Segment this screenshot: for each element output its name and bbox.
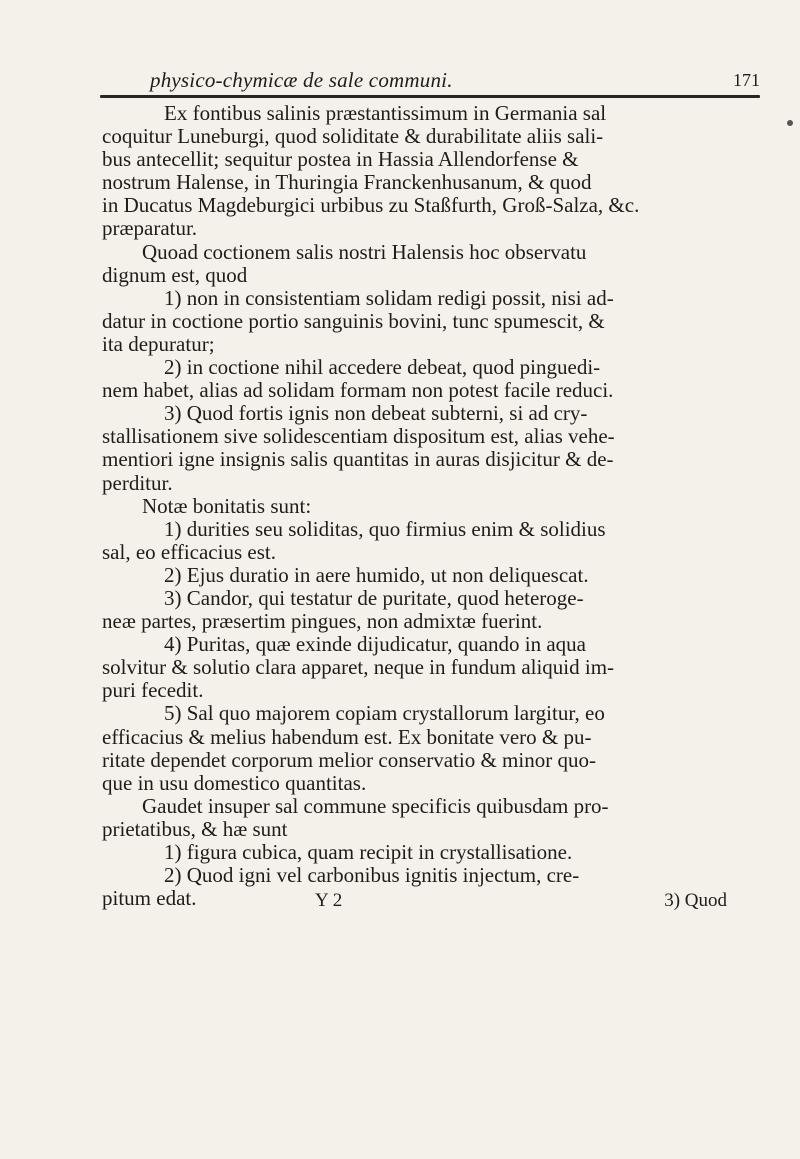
text-line: præparatur. — [102, 216, 198, 241]
text-line: mentiori igne insignis salis quantitas in auras disjicitur & de- — [102, 447, 614, 472]
text-line: pitum edat. — [102, 886, 197, 911]
text-line: stallisationem sive solidescentiam dispositum est, alias vehe- — [102, 424, 615, 449]
text-line: 1) durities seu soliditas, quo firmius enim & solidius — [164, 516, 606, 541]
text-line: Notæ bonitatis sunt: — [142, 493, 312, 518]
text-line: nostrum Halense, in Thuringia Franckenhusanum, & quod — [102, 170, 592, 195]
text-line: dignum est, quod — [102, 262, 248, 287]
text-line: sal, eo efficacius est. — [102, 539, 276, 564]
page-number: 171 — [733, 70, 760, 90]
header-rule — [100, 95, 760, 98]
text-line: 5) Sal quo majorem copiam crystallorum largitur, eo — [164, 701, 605, 726]
text-line: 3) Candor, qui testatur de puritate, quod heteroge- — [164, 585, 584, 610]
margin-mark — [787, 120, 793, 126]
running-head-title: physico-chymicæ de sale communi. — [150, 68, 453, 92]
text-line: Ex fontibus salinis præstantissimum in Germania sal — [164, 101, 607, 125]
text-line: solvitur & solutio clara apparet, neque in fundum aliquid im- — [102, 655, 615, 680]
body-text — [102, 101, 755, 912]
text-line: perditur. — [102, 470, 173, 495]
text-line: Gaudet insuper sal commune specificis quibusdam pro- — [142, 793, 609, 818]
text-line: efficacius & melius habendum est. Ex bonitate vero & pu- — [102, 724, 592, 749]
text-line: Quoad coctionem salis nostri Halensis hoc observatu — [142, 239, 587, 264]
text-line: prietatibus, & hæ sunt — [102, 816, 288, 841]
text-line: bus antecellit; sequitur postea in Hassia Allendorfense & — [102, 147, 579, 172]
text-line: que in usu domestico quantitas. — [102, 770, 367, 795]
running-head — [100, 68, 760, 98]
text-line: ritate dependet corporum melior conservatio & minor quo- — [102, 747, 596, 772]
text-line: coquitur Luneburgi, quod soliditate & durabilitate aliis sali- — [102, 124, 604, 149]
text-line: neæ partes, præsertim pingues, non admixtæ fuerint. — [102, 609, 543, 634]
catchword: 3) Quod — [664, 890, 727, 912]
signature-mark: Y 2 — [315, 890, 343, 912]
text-line: 2) Ejus duratio in aere humido, ut non deliquescat. — [164, 562, 589, 587]
final-line-row — [102, 886, 755, 912]
text-line: ita depuratur; — [102, 331, 215, 356]
text-line: in Ducatus Magdeburgici urbibus zu Staßfurth, Groß-Salza, &c. — [102, 193, 640, 218]
text-line: 2) Quod igni vel carbonibus ignitis injectum, cre- — [164, 863, 580, 888]
text-line: 1) non in consistentiam solidam redigi possit, nisi ad- — [164, 285, 614, 310]
text-line: datur in coctione portio sanguinis bovini, tunc spumescit, & — [102, 308, 605, 333]
text-line: puri fecedit. — [102, 678, 204, 703]
text-line: 4) Puritas, quæ exinde dijudicatur, quando in aqua — [164, 632, 586, 657]
text-line: nem habet, alias ad solidam formam non potest facile reduci. — [102, 378, 614, 403]
text-line: 1) figura cubica, quam recipit in crystallisatione. — [164, 840, 573, 864]
text-line: 3) Quod fortis ignis non debeat subterni, si ad cry- — [164, 401, 588, 426]
text-line: 2) in coctione nihil accedere debeat, quod pinguedi- — [164, 355, 601, 380]
